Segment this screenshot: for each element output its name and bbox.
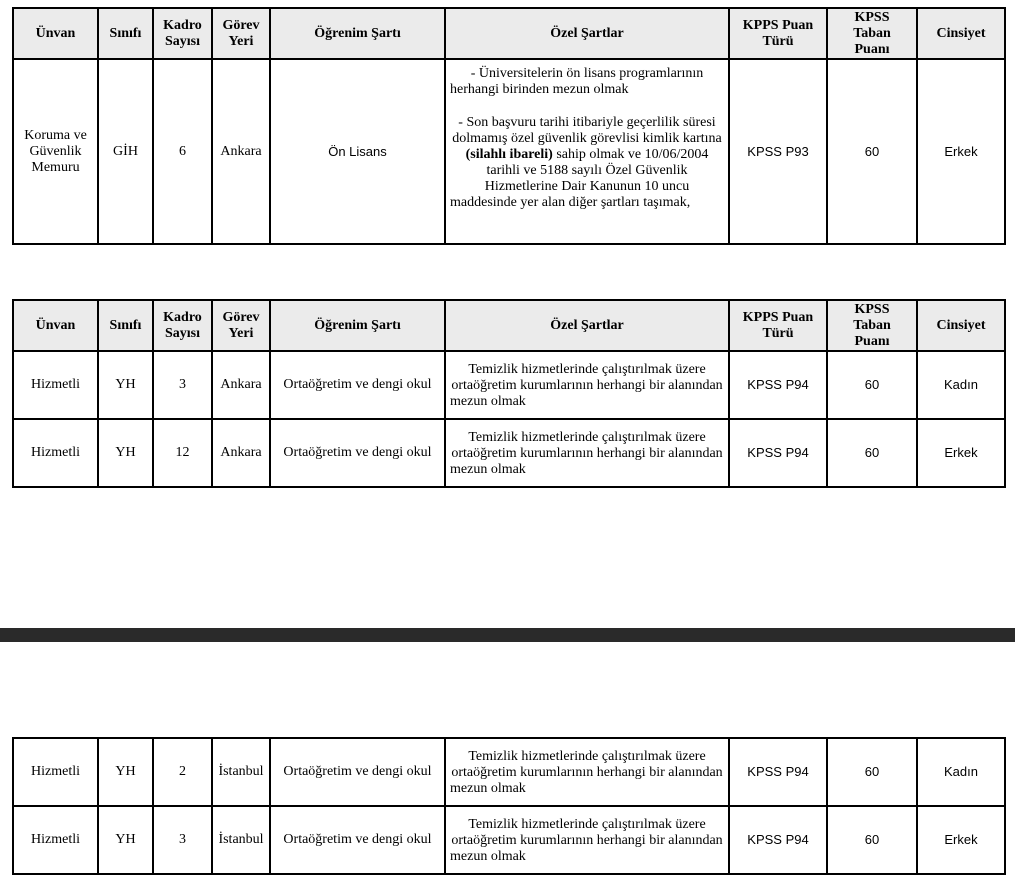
position-table-ankara — [12, 299, 1006, 488]
cell-sinifi: GİH — [98, 59, 153, 244]
header-kadro: Kadro Sayısı — [153, 8, 212, 59]
position-table-istanbul — [12, 737, 1006, 875]
header-cinsiyet: Cinsiyet — [917, 300, 1005, 351]
cell-unvan: Hizmetli — [13, 806, 98, 874]
cell-unvan: Hizmetli — [13, 738, 98, 806]
cell-kadro: 6 — [153, 59, 212, 244]
header-puan-turu: KPPS Puan Türü — [729, 8, 827, 59]
header-taban: KPSS Taban Puanı — [827, 8, 917, 59]
header-ogrenim: Öğrenim Şartı — [270, 8, 445, 59]
cell-taban: 60 — [827, 419, 917, 487]
cell-cinsiyet: Kadın — [917, 738, 1005, 806]
cell-ogrenim: Ön Lisans — [270, 59, 445, 244]
header-ozel: Özel Şartlar — [445, 8, 729, 59]
header-gorev: Görev Yeri — [212, 8, 270, 59]
ozel-paragraph-2: - Son başvuru tarihi itibariyle geçerlilik süresi dolmamış özel güvenlik görevlisi kimlik kartına (silahlı ibareli) sahip olmak ve 10/06/2004 tarihli ve 5188 sayılı Özel Güvenlik Hizmetlerine Dair Kanunun 10 uncu maddesinde yer alan diğer şartları taşımak, — [450, 115, 722, 210]
table-row — [13, 59, 1005, 244]
cell-gorev: Ankara — [212, 59, 270, 244]
header-sinifi: Sınıfı — [98, 8, 153, 59]
header-unvan: Ünvan — [13, 8, 98, 59]
header-gorev: Görev Yeri — [212, 300, 270, 351]
cell-ozel — [445, 59, 729, 244]
cell-taban: 60 — [827, 351, 917, 419]
cell-cinsiyet: Erkek — [917, 806, 1005, 874]
cell-gorev: Ankara — [212, 351, 270, 419]
header-ozel: Özel Şartlar — [445, 300, 729, 351]
cell-sinifi: YH — [98, 738, 153, 806]
cell-unvan: Hizmetli — [13, 351, 98, 419]
cell-puan-turu: KPSS P94 — [729, 351, 827, 419]
cell-puan-turu: KPSS P94 — [729, 419, 827, 487]
header-row — [13, 8, 1005, 59]
cell-ogrenim: Ortaöğretim ve dengi okul — [270, 351, 445, 419]
cell-ozel: Temizlik hizmetlerinde çalıştırılmak üzere ortaöğretim kurumlarının herhangi bir alanından mezun olmak — [445, 351, 729, 419]
cell-ozel: Temizlik hizmetlerinde çalıştırılmak üzere ortaöğretim kurumlarının herhangi bir alanından mezun olmak — [445, 738, 729, 806]
table-row — [13, 351, 1005, 419]
cell-kadro: 3 — [153, 806, 212, 874]
cell-kadro: 2 — [153, 738, 212, 806]
cell-sinifi: YH — [98, 351, 153, 419]
ozel-paragraph-1: - Üniversitelerin ön lisans programlarının herhangi birinden mezun olmak — [450, 66, 704, 97]
position-table-security — [12, 7, 1006, 245]
cell-unvan: Hizmetli — [13, 419, 98, 487]
header-puan-turu: KPPS Puan Türü — [729, 300, 827, 351]
table-row — [13, 738, 1005, 806]
cell-puan-turu: KPSS P94 — [729, 738, 827, 806]
cell-ogrenim: Ortaöğretim ve dengi okul — [270, 738, 445, 806]
header-taban: KPSS Taban Puanı — [827, 300, 917, 351]
cell-gorev: Ankara — [212, 419, 270, 487]
header-kadro: Kadro Sayısı — [153, 300, 212, 351]
cell-ozel: Temizlik hizmetlerinde çalıştırılmak üzere ortaöğretim kurumlarının herhangi bir alanından mezun olmak — [445, 806, 729, 874]
cell-ogrenim: Ortaöğretim ve dengi okul — [270, 806, 445, 874]
cell-sinifi: YH — [98, 419, 153, 487]
cell-kadro: 3 — [153, 351, 212, 419]
cell-kadro: 12 — [153, 419, 212, 487]
header-cinsiyet: Cinsiyet — [917, 8, 1005, 59]
cell-gorev: İstanbul — [212, 738, 270, 806]
cell-ozel: Temizlik hizmetlerinde çalıştırılmak üzere ortaöğretim kurumlarının herhangi bir alanından mezun olmak — [445, 419, 729, 487]
cell-puan-turu: KPSS P93 — [729, 59, 827, 244]
cell-taban: 60 — [827, 59, 917, 244]
cell-cinsiyet: Erkek — [917, 59, 1005, 244]
cell-ogrenim: Ortaöğretim ve dengi okul — [270, 419, 445, 487]
header-unvan: Ünvan — [13, 300, 98, 351]
cell-unvan: Koruma ve Güvenlik Memuru — [13, 59, 98, 244]
cell-gorev: İstanbul — [212, 806, 270, 874]
cell-cinsiyet: Erkek — [917, 419, 1005, 487]
cell-sinifi: YH — [98, 806, 153, 874]
cell-cinsiyet: Kadın — [917, 351, 1005, 419]
header-row — [13, 300, 1005, 351]
table-row — [13, 806, 1005, 874]
cell-taban: 60 — [827, 738, 917, 806]
header-sinifi: Sınıfı — [98, 300, 153, 351]
header-ogrenim: Öğrenim Şartı — [270, 300, 445, 351]
cell-puan-turu: KPSS P94 — [729, 806, 827, 874]
table-row — [13, 419, 1005, 487]
cell-taban: 60 — [827, 806, 917, 874]
page-separator — [0, 628, 1015, 642]
